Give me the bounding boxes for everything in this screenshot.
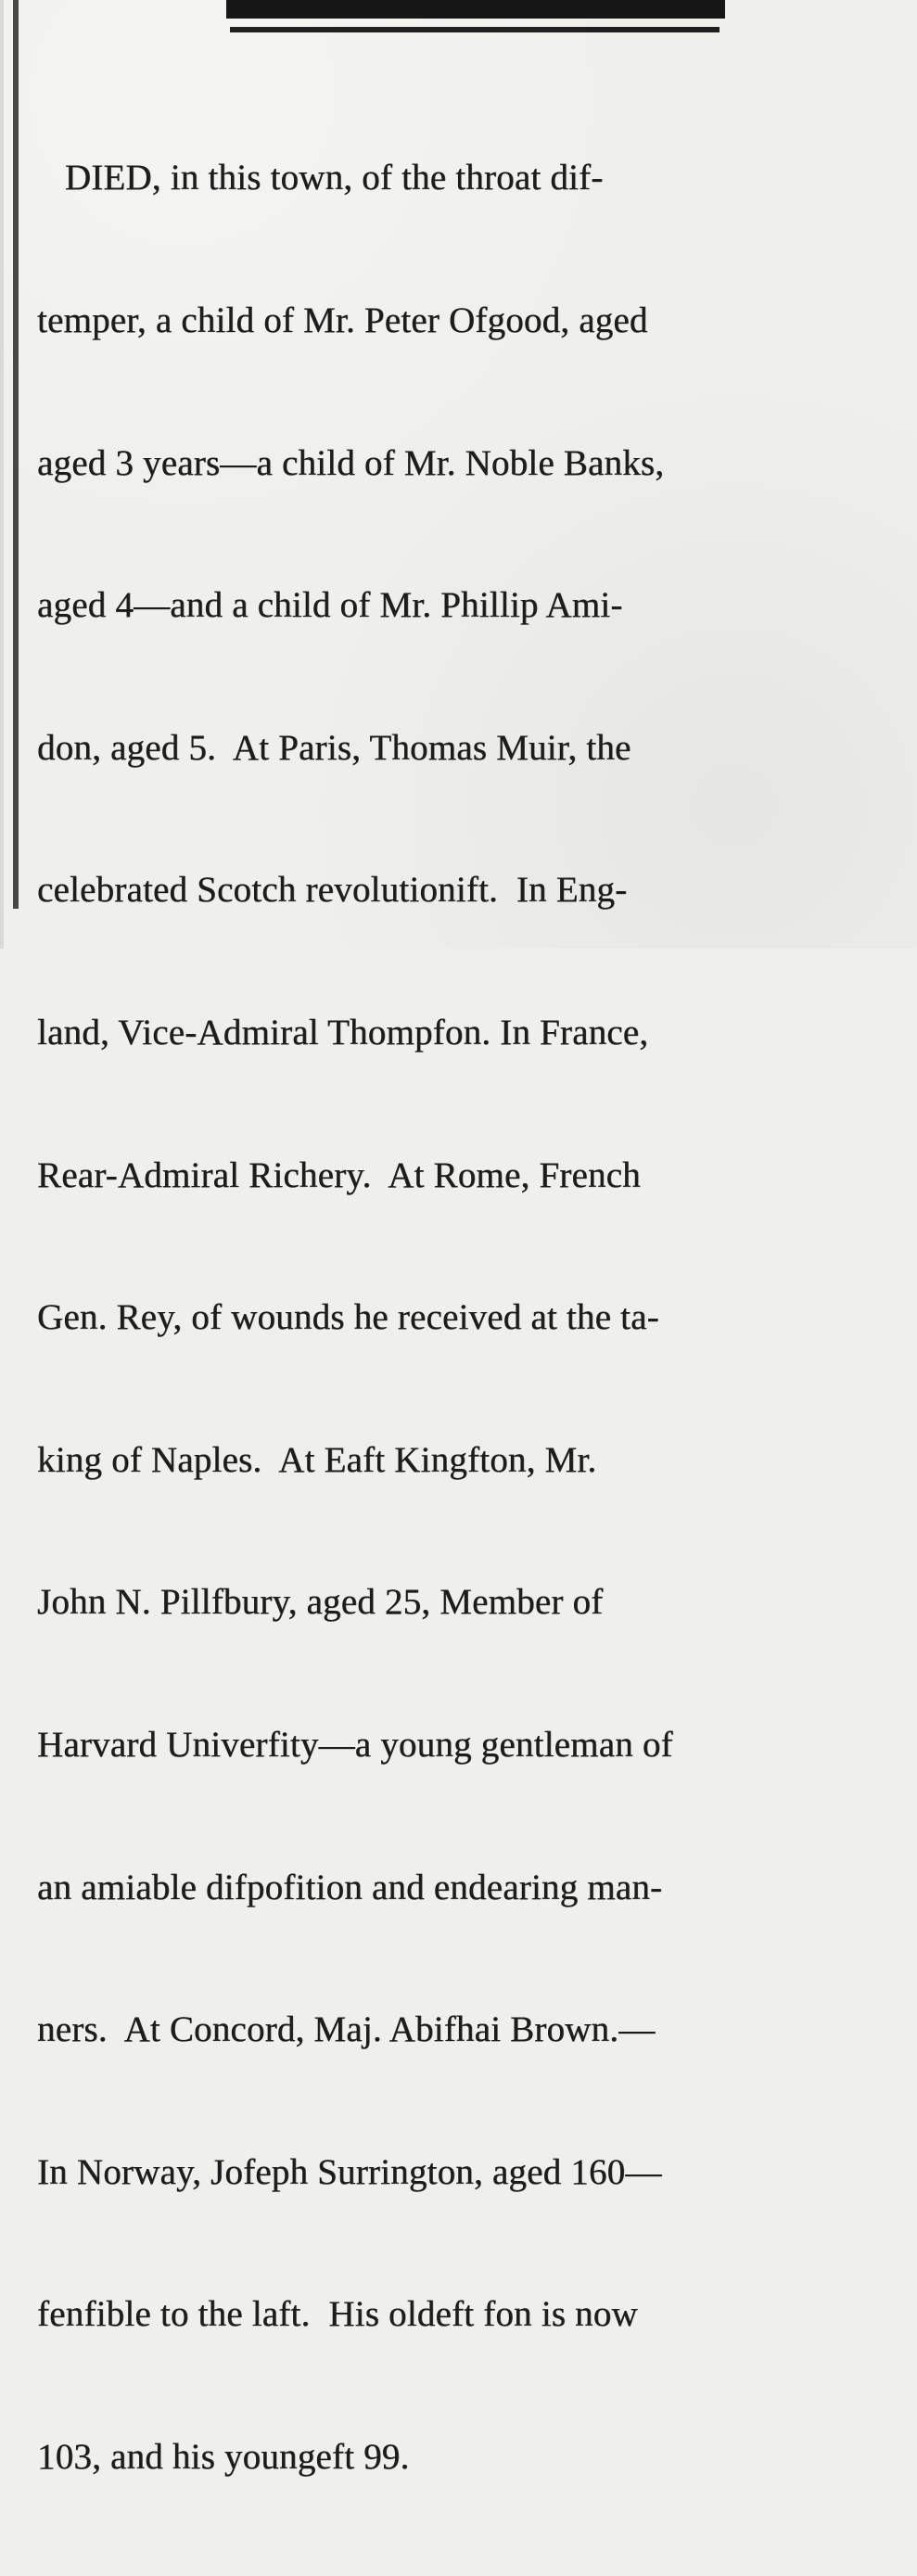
article-line: celebrated Scotch revolutionift. In Eng-	[37, 870, 628, 911]
article-line: John N. Pillfbury, aged 25, Member of	[37, 1582, 604, 1623]
article-line: ners. At Concord, Maj. Abifhai Brown.—	[37, 2009, 656, 2050]
article-line: Gen. Rey, of wounds he received at the ta-	[37, 1297, 659, 1338]
article-line: Harvard Univerfity—a young gentleman of	[37, 1724, 673, 1765]
article-line: In Norway, Jofeph Surrington, aged 160—	[37, 2151, 662, 2192]
article-line: temper, a child of Mr. Peter Ofgood, aged	[37, 300, 648, 340]
death-notices-article	[37, 59, 883, 2576]
article-line: fenfible to the laft. His oldeft fon is now	[37, 2294, 638, 2335]
top-rule-thin	[230, 27, 720, 32]
top-rule-thick	[226, 0, 725, 19]
article-line: an amiable difpofition and endearing man-	[37, 1867, 663, 1907]
article-line: don, aged 5. At Paris, Thomas Muir, the	[37, 727, 631, 768]
page-edge	[0, 0, 4, 949]
article-line: king of Naples. At Eaft Kingfton, Mr.	[37, 1439, 597, 1480]
article-line: aged 4—and a child of Mr. Phillip Ami-	[37, 585, 623, 626]
article-line: aged 3 years—a child of Mr. Noble Banks,	[37, 442, 665, 483]
article-line: DIED, in this town, of the throat dif-	[37, 158, 604, 198]
article-line: 103, and his youngeft 99.	[37, 2436, 410, 2477]
article-line: Rear-Admiral Richery. At Rome, French	[37, 1154, 641, 1195]
column-rule	[13, 0, 19, 909]
article-line: land, Vice-Admiral Thompfon. In France,	[37, 1012, 649, 1052]
